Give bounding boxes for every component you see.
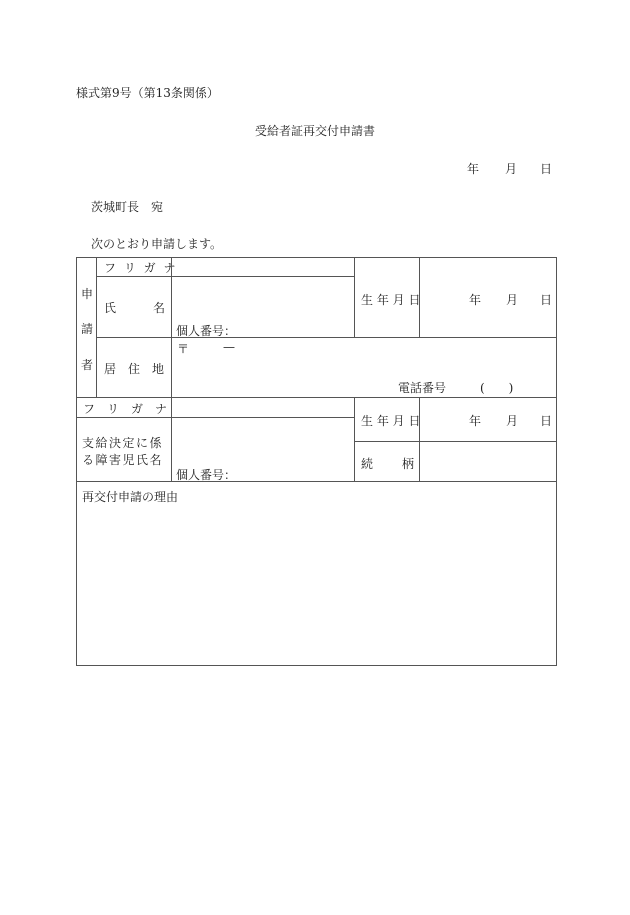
child-birthdate-label: 生 年 月 日	[361, 414, 421, 428]
child-birth-day: 日	[540, 414, 553, 428]
intro-text: 次のとおり申請します。	[91, 237, 223, 251]
applicant-label-char: 請	[81, 322, 94, 336]
child-name-label: る障害児氏名	[82, 453, 164, 467]
child-name-label: 支給決定に係	[82, 436, 164, 450]
applicant-birth-month: 月	[506, 293, 519, 307]
child-personal-number-label: 個人番号：	[176, 468, 237, 482]
applicant-label-char: 申	[81, 287, 94, 301]
applicant-birthdate-label: 生 年 月 日	[361, 293, 421, 307]
relationship-label: 続	[361, 457, 374, 471]
applicant-address-label: 居 住 地	[104, 362, 165, 376]
applicant-furigana-label: フ リ ガ ナ	[104, 261, 178, 275]
child-birth-year: 年	[469, 414, 482, 428]
child-birthdate-field[interactable]	[419, 397, 557, 442]
form-number: 様式第9号（第13条関係）	[76, 86, 219, 100]
date-month: 月	[505, 162, 518, 176]
child-furigana-label: フ リ ガ ナ	[83, 402, 168, 416]
applicant-label-char: 者	[81, 358, 94, 372]
child-birth-month: 月	[506, 414, 519, 428]
phone-label: 電話番号	[398, 381, 447, 395]
relationship-label: 柄	[402, 457, 415, 471]
date-year: 年	[467, 162, 480, 176]
relationship-field[interactable]	[419, 441, 557, 482]
postal-mark: 〒	[177, 342, 190, 356]
applicant-personal-number-label: 個人番号：	[176, 324, 237, 338]
postal-dash: —	[223, 340, 235, 354]
child-furigana-field[interactable]	[171, 397, 355, 418]
applicant-birthdate-field[interactable]	[419, 257, 557, 338]
applicant-furigana-field[interactable]	[171, 257, 355, 277]
applicant-name-label: 名	[153, 301, 166, 315]
applicant-birth-year: 年	[469, 293, 482, 307]
addressee: 茨城町長 宛	[91, 200, 164, 214]
date-day: 日	[540, 162, 553, 176]
applicant-birth-day: 日	[540, 293, 553, 307]
reason-label: 再交付申請の理由	[82, 490, 179, 504]
reason-field[interactable]	[76, 481, 557, 666]
form-title: 受給者証再交付申請書	[254, 124, 375, 138]
phone-parens: ( )	[480, 381, 514, 395]
applicant-name-label: 氏	[104, 301, 117, 315]
